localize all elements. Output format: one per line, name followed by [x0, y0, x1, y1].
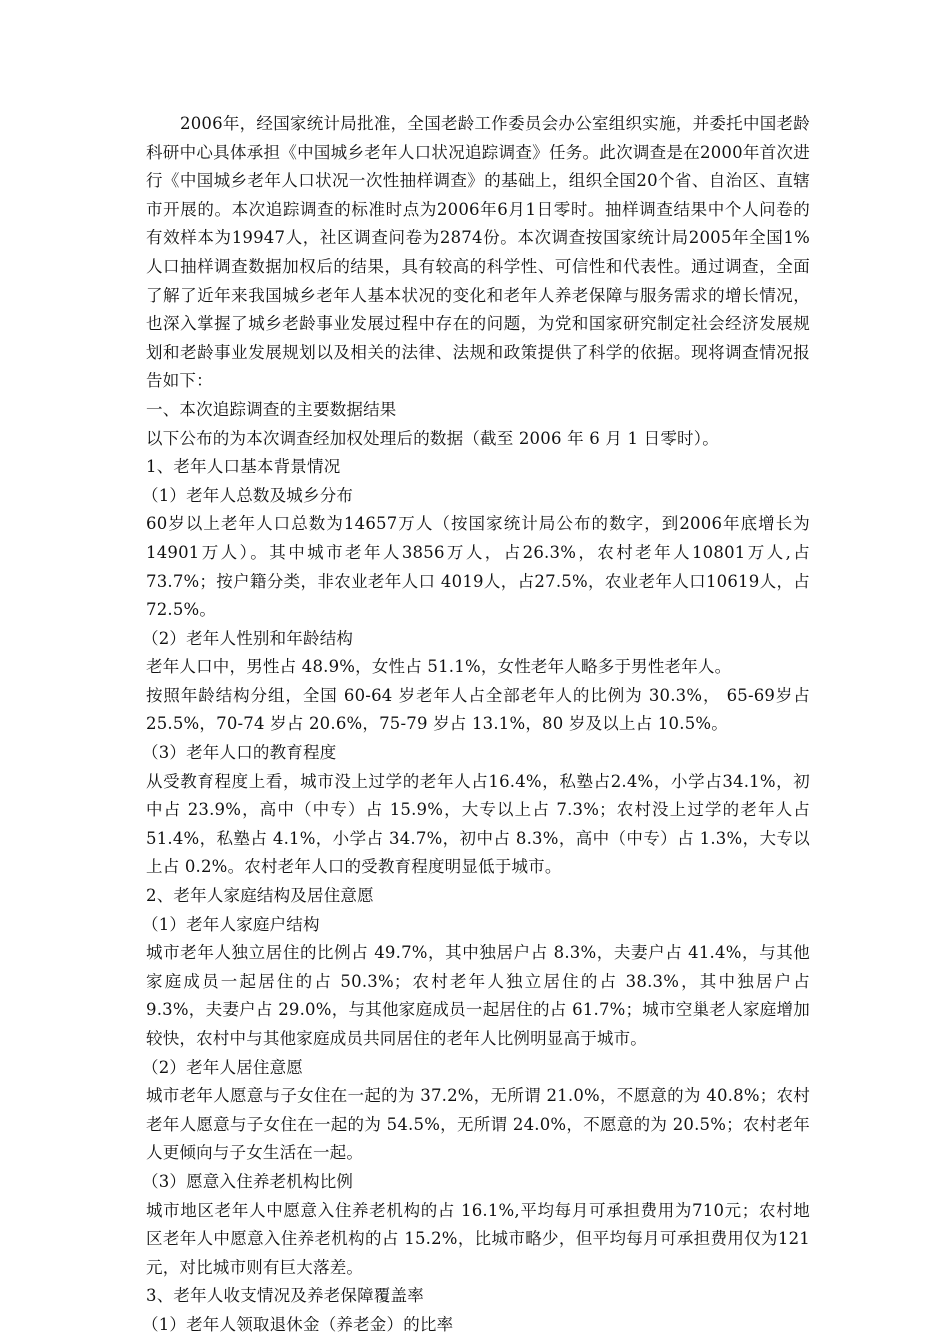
section-1-note: 以下公布的为本次调查经加权处理后的数据（截至 2006 年 6 月 1 日零时）。 — [146, 428, 719, 448]
subsection-2-heading: 2、老年人家庭结构及居住意愿 — [146, 886, 374, 906]
subsection-1-2-heading: （2）老年人性别和年龄结构 — [142, 628, 354, 648]
subsection-1-3-heading: （3）老年人口的教育程度 — [142, 743, 337, 763]
subsection-3-heading: 3、老年人收支情况及养老保障覆盖率 — [146, 1286, 424, 1306]
intro-paragraph: 2006年，经国家统计局批准，全国老龄工作委员会办公室组织实施，并委托中国老龄科研中心具体承担《中国城乡老年人口状况追踪调查》任务。此次调查是在2000年首次进行《中国城乡老年人口状况一次性抽样调查》的基础上，组织全国20个省、自治区、直辖市开展的。本次追踪调查的标准时点为2006年6月1日零时。抽样调查结果中个人问卷的有效样本为19947人，社区调查问卷为2874份。本次调查按国家统计局2005年全国1%人口抽样调查数据加权后的结果，具有较高的科学性、可信性和代表性。通过调查，全面了解了近年来我国城乡老年人基本状况的变化和老年人养老保障与服务需求的增长情况，也深入掌握了城乡老龄事业发展过程中存在的问题，为党和国家研究制定社会经济发展规划和老龄事业发展规划以及相关的法律、法规和政策提供了科学的依据。现将调查情况报告如下： — [146, 114, 810, 391]
subsection-2-1-text: 城市老年人独立居住的比例占 49.7%，其中独居户占 8.3%，夫妻户占 41.4%，与其他家庭成员一起居住的占 50.3%；农村老年人独立居住的占 38.3%，其中独居户占 9.3%，夫妻户占 29.0%，与其他家庭成员一起居住的占 61.7%；城市空巢老人家庭增加较快，农村中与其他家庭成员共同居住的老年人比例明显高于城市。 — [146, 943, 810, 1048]
subsection-1-2-text-1: 老年人口中，男性占 48.9%，女性占 51.1%，女性老年人略多于男性老年人。 — [146, 657, 732, 677]
subsection-2-2-text: 城市老年人愿意与子女住在一起的为 37.2%，无所谓 21.0%，不愿意的为 40.8%；农村老年人愿意与子女住在一起的为 54.5%，无所谓 24.0%，不愿意的为 20.5%；农村老年人更倾向与子女生活在一起。 — [146, 1086, 810, 1163]
document-body — [142, 110, 810, 1340]
subsection-2-2-heading: （2）老年人居住意愿 — [142, 1057, 303, 1077]
section-1-title: 一、本次追踪调查的主要数据结果 — [146, 399, 397, 419]
subsection-2-1-heading: （1）老年人家庭户结构 — [142, 914, 320, 934]
subsection-1-2-text-2: 按照年龄结构分组，全国 60-64 岁老年人占全部老年人的比例为 30.3%， 65-69岁占 25.5%，70-74 岁占 20.6%，75-79 岁占 13.1%，80 岁及以上占 10.5%。 — [146, 685, 810, 734]
subsection-1-1-text: 60岁以上老年人口总数为14657万人（按国家统计局公布的数字，到2006年底增长为14901万人）。其中城市老年人3856万人，占26.3%，农村老年人10801万人,占73.7%；按户籍分类，非农业老年人口 4019人，占27.5%，农业老年人口10619人，占72.5%。 — [146, 514, 810, 620]
subsection-1-heading: 1、老年人口基本背景情况 — [146, 457, 341, 477]
subsection-2-3-text: 城市地区老年人中愿意入住养老机构的占 16.1%,平均每月可承担费用为710元；农村地区老年人中愿意入住养老机构的占 15.2%，比城市略少，但平均每月可承担费用仅为121元，对比城市则有巨大落差。 — [146, 1200, 810, 1277]
subsection-3-1-heading: （1）老年人领取退休金（养老金）的比率 — [142, 1314, 454, 1334]
subsection-2-3-heading: （3）愿意入住养老机构比例 — [142, 1171, 354, 1191]
subsection-1-1-heading: （1）老年人总数及城乡分布 — [142, 485, 354, 505]
subsection-1-3-text: 从受教育程度上看，城市没上过学的老年人占16.4%，私塾占2.4%，小学占34.1%，初中占 23.9%，高中（中专）占 15.9%，大专以上占 7.3%；农村没上过学的老年人占 51.4%，私塾占 4.1%，小学占 34.7%，初中占 8.3%，高中（中专）占 1.3%，大专以上占 0.2%。农村老年人口的受教育程度明显低于城市。 — [146, 771, 810, 877]
